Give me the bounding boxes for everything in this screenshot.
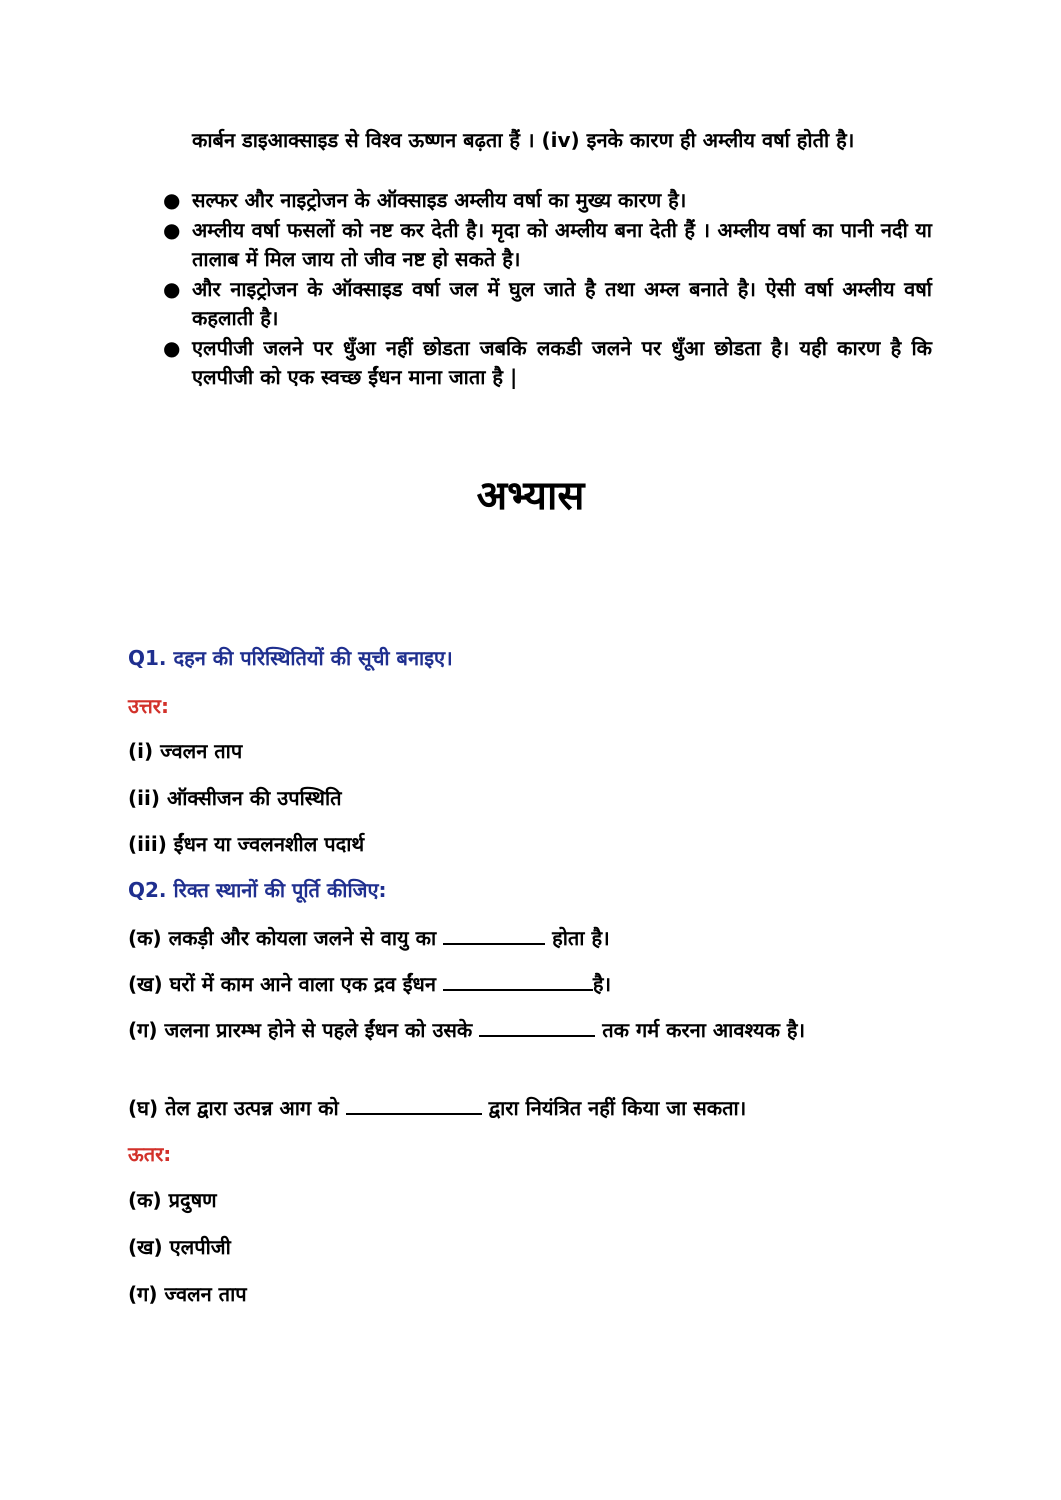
- answer-item: (i) ज्वलन ताप: [128, 739, 243, 763]
- bullet-dot-icon: ●: [163, 218, 181, 242]
- answer-item: (क) प्रदुषण: [128, 1188, 217, 1212]
- bullet-dot-icon: ●: [163, 188, 181, 212]
- intro-paragraph: कार्बन डाइआक्साइड से विश्व ऊष्णन बढ़ता हैं । (iv) इनके कारण ही अम्लीय वर्षा होती है।: [192, 128, 855, 152]
- blank-line: [443, 971, 593, 991]
- fill-blank-item: (ख) घरों में काम आने वाला एक द्रव ईंधन है।: [128, 972, 612, 996]
- answer-item: (ख) एलपीजी: [128, 1235, 231, 1259]
- answer-label-1: उत्तर:: [128, 694, 169, 718]
- blank-line: [479, 1017, 595, 1037]
- answer-label-2: ऊतर:: [128, 1142, 172, 1166]
- fill-blank-item: (ग) जलना प्रारम्भ होने से पहले ईंधन को उसके तक गर्म करना आवश्यक है।: [128, 1018, 806, 1042]
- bullet-dot-icon: ●: [163, 336, 181, 360]
- bullet-item: ● अम्लीय वर्षा फसलों को नष्ट कर देती है। मृदा को अम्लीय बना देती हैं । अम्लीय वर्षा का पानी नदी या तालाब में मिल जाय तो जीव नष्ट हो सकते है।: [163, 218, 932, 271]
- bullet-item: ● और नाइट्रोजन के ऑक्साइड वर्षा जल में घुल जाते है तथा अम्ल बनाते है। ऐसी वर्षा अम्लीय वर्षा कहलाती है।: [163, 277, 932, 330]
- bullet-item: ● सल्फर और नाइट्रोजन के ऑक्साइड अम्लीय वर्षा का मुख्य कारण है।: [192, 186, 932, 215]
- answer-item: (ग) ज्वलन ताप: [128, 1282, 247, 1306]
- fill-blank-item: (क) लकड़ी और कोयला जलने से वायु का होता है।: [128, 926, 610, 950]
- question-2: Q2. रिक्त स्थानों की पूर्ति कीजिए:: [128, 878, 387, 902]
- blank-line: [346, 1095, 482, 1115]
- bullet-dot-icon: ●: [163, 277, 181, 301]
- section-heading: अभ्यास: [476, 473, 585, 519]
- fill-blank-item: (घ) तेल द्वारा उत्पन्न आग को द्वारा नियंत्रित नहीं किया जा सकता।: [128, 1096, 747, 1120]
- answer-item: (ii) ऑक्सीजन की उपस्थिति: [128, 786, 342, 810]
- answer-item: (iii) ईंधन या ज्वलनशील पदार्थ: [128, 832, 365, 856]
- bullet-list: [163, 186, 932, 393]
- blank-line: [443, 925, 545, 945]
- question-1: Q1. दहन की परिस्थितियों की सूची बनाइए।: [128, 646, 453, 670]
- bullet-item: ● एलपीजी जलने पर धुँआ नहीं छोडता जबकि लकडी जलने पर धुँआ छोडता है। यही कारण है कि एलपीजी को एक स्वच्छ ईंधन माना जाता है |: [163, 336, 932, 389]
